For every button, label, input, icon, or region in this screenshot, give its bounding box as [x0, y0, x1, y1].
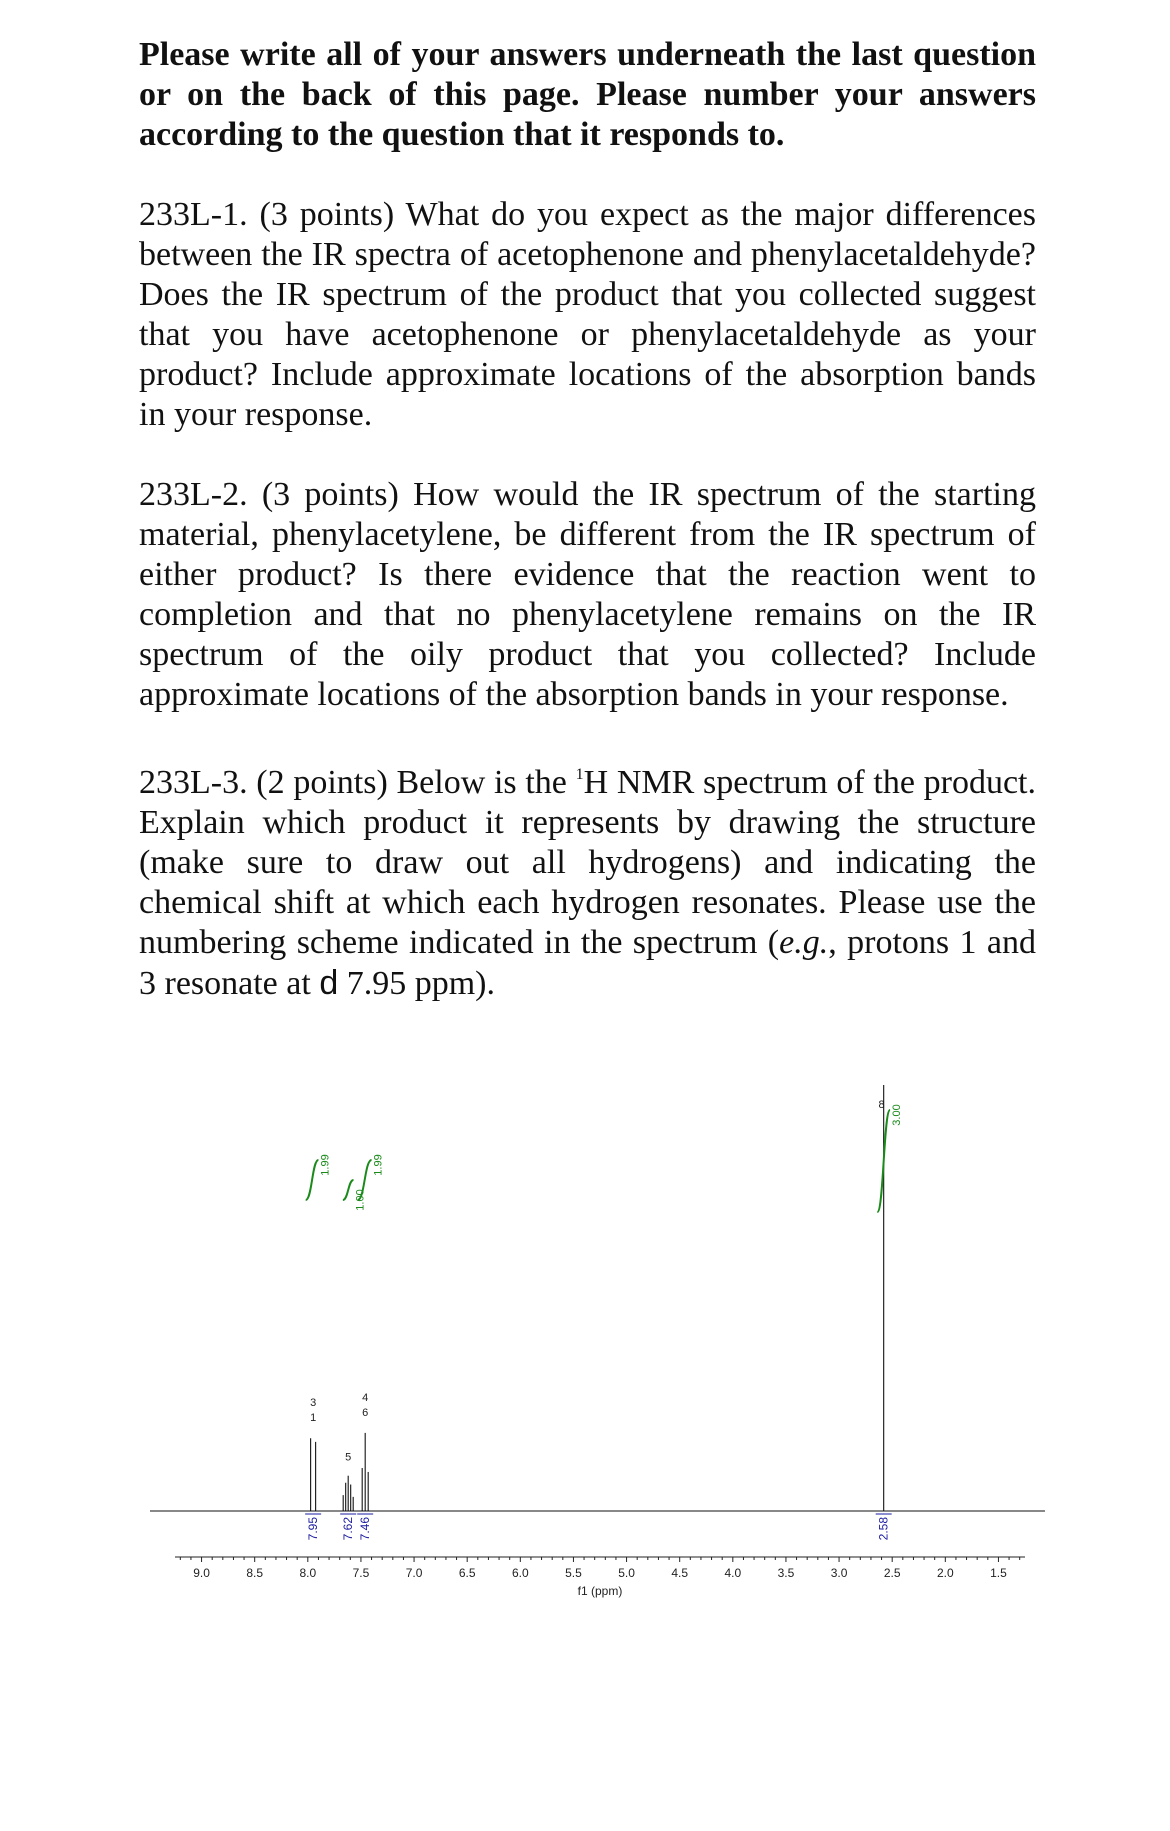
proton-number-label: 3 [310, 1397, 317, 1410]
peak-shift-label: 2.58 [876, 1517, 891, 1541]
x-tick-label: 3.0 [830, 1566, 848, 1580]
integral-value-label: 1.00 [354, 1189, 367, 1211]
worksheet-page [139, 35, 1036, 1004]
question-233L-2: 233L-2. (3 points) How would the IR spectrum of the starting material, phenylacetylene, be different from the IR spectrum of either product? Is there evidence that the reaction went to completion and that no phenylacetylene remains on the IR spectrum of the oily product that you collected? Include approximate locations of the absorption bands in your response. [139, 476, 1036, 713]
x-tick-label: 2.0 [936, 1566, 954, 1580]
x-tick-label: 7.5 [352, 1566, 370, 1580]
integral-curve [306, 1160, 319, 1200]
nmr-spectrum-figure [0, 1040, 1170, 1600]
x-axis-title: f1 (ppm) [577, 1584, 623, 1598]
x-tick-label: 6.5 [458, 1566, 476, 1580]
x-tick-label: 8.0 [299, 1566, 317, 1580]
q3-text-d: 7.95 ppm). [338, 965, 496, 1002]
peak-shift-label: 7.46 [358, 1517, 373, 1541]
proton-number-label: 1 [310, 1412, 317, 1425]
integral-curve [343, 1180, 354, 1200]
x-tick-label: 4.5 [671, 1566, 689, 1580]
nmr-spectrum-chart [0, 1040, 1170, 1600]
instructions-text: Please write all of your answers underneath the last question or on the back of this page. Please number your answers according to the question that it responds to. [139, 36, 1036, 153]
q3-text-c: , protons 1 and 3 resonate at [139, 924, 1036, 1002]
peak-shift-label: 7.95 [306, 1517, 321, 1541]
peak-shift-label: 7.62 [341, 1517, 356, 1541]
proton-number-label: 5 [345, 1451, 352, 1464]
x-tick-label: 7.0 [405, 1566, 423, 1580]
q3-text-b: H NMR spectrum of the product. Explain which product it represents by drawing the structure (make sure to draw out all hydrogens) and indicating the chemical shift at which each hydrogen resonates. Please use the numbering scheme indicated in the spectrum ( [139, 764, 1036, 961]
x-tick-label: 4.0 [724, 1566, 742, 1580]
x-tick-label: 5.5 [565, 1566, 582, 1580]
x-tick-label: 1.5 [990, 1566, 1007, 1580]
x-tick-label: 9.0 [193, 1566, 210, 1580]
x-tick-label: 6.0 [511, 1566, 529, 1580]
question-233L-3 [139, 755, 1036, 1004]
proton-number-label: 6 [362, 1406, 369, 1419]
q3-superscript: 1 [575, 766, 584, 783]
q3-delta-symbol: d [319, 964, 339, 1002]
proton-number-label: 4 [362, 1391, 369, 1404]
q3-eg: e.g. [779, 924, 829, 961]
integral-value-label: 1.99 [319, 1154, 332, 1176]
x-tick-label: 2.5 [883, 1566, 901, 1580]
integral-value-label: 3.00 [891, 1104, 904, 1126]
x-tick-label: 5.0 [618, 1566, 635, 1580]
integral-value-label: 1.99 [372, 1154, 385, 1176]
q3-text-a: 233L-3. (2 points) Below is the [139, 764, 576, 801]
proton-number-label: 8 [878, 1099, 885, 1111]
question-233L-1: 233L-1. (3 points) What do you expect as the major differences between the IR spectra of acetophenone and phenylacetaldehyde? Does the IR spectrum of the product that you collected suggest that you have acetophenone or phenylacetaldehyde as your product? Include approximate locations of the absorption bands in your response. [139, 196, 1036, 433]
x-tick-label: 8.5 [246, 1566, 264, 1580]
x-tick-label: 3.5 [777, 1566, 795, 1580]
